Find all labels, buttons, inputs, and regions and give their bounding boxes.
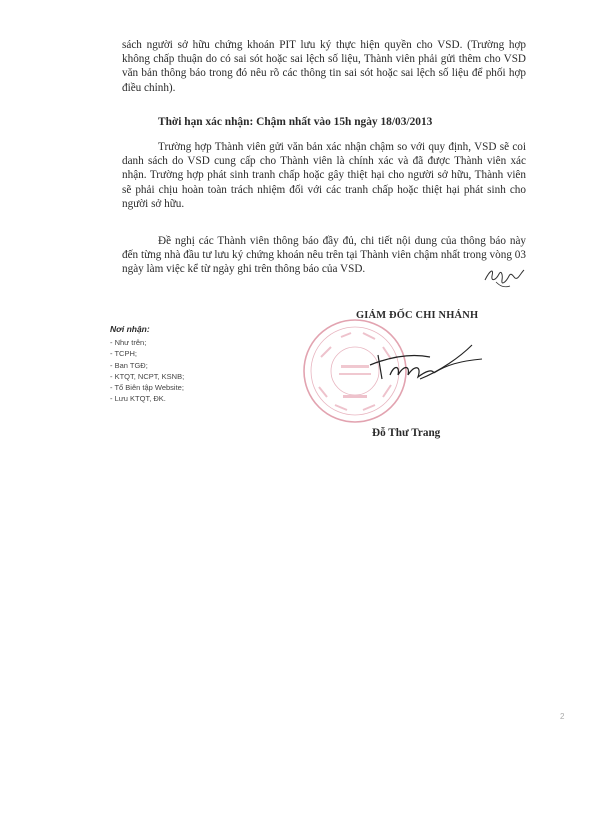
- recipient-item: - Lưu KTQT, ĐK.: [110, 394, 166, 404]
- recipient-item: - Như trên;: [110, 338, 147, 347]
- handwritten-signature: [360, 335, 490, 395]
- paragraph-2: Trường hợp Thành viên gửi văn bản xác nhận chậm so với quy định, VSD sẽ coi danh sách do VSD cung cấp cho Thành viên là chính xác và đã được Thành viên xác nhận. Trường hợp phát sinh tranh chấp hoặc gây thiệt hại cho người sở hữu, Thành viên sẽ phải chịu hoàn toàn trách nhiệm đối với các tranh chấp hoặc thiệt hại phát sinh cho người sở hữu.: [122, 141, 526, 210]
- signatory-name: Đỗ Thư Trang: [372, 427, 441, 439]
- recipient-item: - Tổ Biên tập Website;: [110, 383, 184, 393]
- deadline-heading: Thời hạn xác nhận: Chậm nhất vào 15h ngày 18/03/2013: [158, 116, 433, 128]
- signature-title: GIÁM ĐỐC CHI NHÁNH: [356, 310, 479, 321]
- paragraph-3: Đề nghị các Thành viên thông báo đầy đủ, chi tiết nội dung của thông báo này đến từng nhà đầu tư lưu ký chứng khoán nêu trên tại Thành viên chậm nhất trong vòng 03 ngày làm việc kể từ ngày ghi trên thông báo của VSD.: [122, 235, 526, 276]
- recipient-item: - KTQT, NCPT, KSNB;: [110, 371, 185, 381]
- recipient-item: - TCPH;: [110, 349, 137, 359]
- recipient-item: - Ban TGĐ;: [110, 360, 148, 370]
- recipients-block: [110, 324, 184, 405]
- handwritten-initials: [482, 262, 530, 290]
- recipients-title: Nơi nhận:: [110, 324, 150, 334]
- paragraph-1: sách người sở hữu chứng khoán PIT lưu ký thực hiện quyền cho VSD. (Trường hợp không chấp thuận do có sai sót hoặc sai lệch số liệu, Thành viên phải gửi thêm cho VSD văn bản thông báo trong đó nêu rõ các thông tin sai sót hoặc sai lệch số liệu để phối hợp điều chỉnh).: [122, 39, 526, 94]
- page-number: 2: [560, 712, 565, 721]
- recipients-list: [110, 337, 184, 405]
